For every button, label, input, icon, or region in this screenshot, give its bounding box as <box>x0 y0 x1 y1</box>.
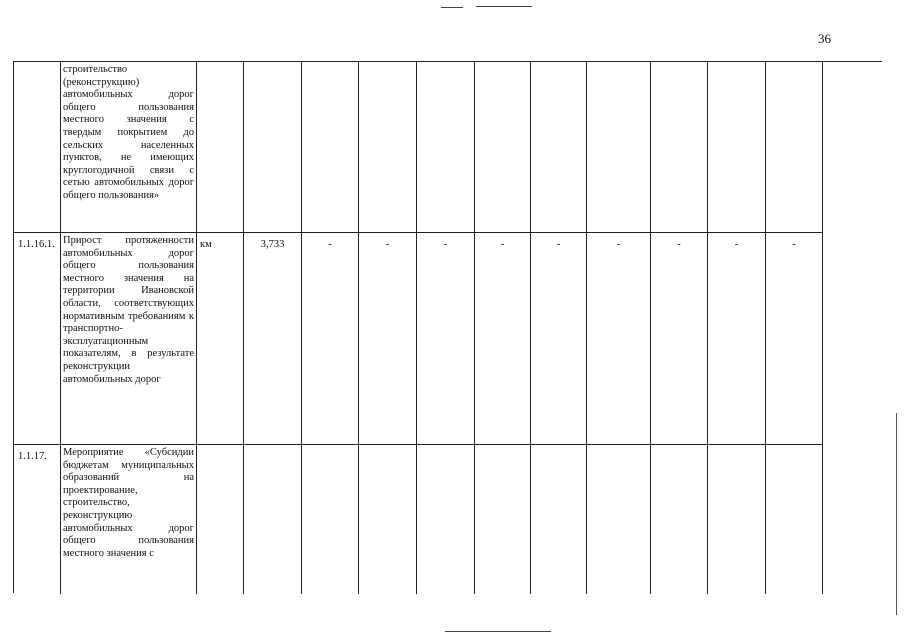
value-cell: - <box>587 233 651 445</box>
value-cell <box>531 62 587 233</box>
value-cell <box>475 445 531 594</box>
row-description-cell: строительство (реконструкцию) автомобильных дорог общего пользования местного значения с твердым покрытием до сельских населенных пунктов, не имеющих круглогодичной связи с сетью автомобильных дорог общего пользования» <box>61 62 197 233</box>
value-cell <box>302 62 359 233</box>
value-cell: - <box>359 233 417 445</box>
value-cell: - <box>417 233 475 445</box>
value-cell <box>587 62 651 233</box>
value-cell <box>708 62 766 233</box>
value-cell <box>587 445 651 594</box>
value-cell <box>302 445 359 594</box>
value-cell: - <box>302 233 359 445</box>
top-scan-mark-long <box>476 6 532 7</box>
value-cell <box>359 445 417 594</box>
value-cell <box>531 445 587 594</box>
value-cell <box>417 62 475 233</box>
top-scan-mark-short <box>441 7 463 8</box>
value-cell <box>766 62 823 233</box>
value-cell: - <box>531 233 587 445</box>
value-cell <box>766 445 823 594</box>
row-unit-cell <box>197 445 244 594</box>
bottom-scan-mark <box>445 631 551 632</box>
value-cell: - <box>475 233 531 445</box>
value-cell <box>244 445 302 594</box>
value-cell <box>708 445 766 594</box>
indicators-table <box>13 61 882 593</box>
value-cell: 3,733 <box>244 233 302 445</box>
page-number: 36 <box>818 31 831 46</box>
row-unit-cell <box>197 62 244 233</box>
value-cell: - <box>651 233 708 445</box>
row-description-cell: Прирост протяженности автомобильных дорог общего пользования местного значения на территории Ивановской области, соответствующих нормативным требованиям к транспортно-эксплуатационным показателям, в результате реконструкции автомобильных дорог <box>61 233 197 445</box>
value-cell <box>244 62 302 233</box>
value-cell <box>475 62 531 233</box>
row-number-cell <box>14 62 61 233</box>
row-number-cell: 1.1.17. <box>14 445 61 594</box>
value-cell <box>359 62 417 233</box>
value-cell: - <box>708 233 766 445</box>
row-unit-cell: км <box>197 233 244 445</box>
row-description-cell: Мероприятие «Субсидии бюджетам муниципальных образований на проектирование, строительство, реконструкцию автомобильных дорог общего пользования местного значения с <box>61 445 197 594</box>
value-cell <box>651 62 708 233</box>
right-margin-scan-line <box>896 413 897 615</box>
value-cell <box>651 445 708 594</box>
row-number-cell: 1.1.16.1. <box>14 233 61 445</box>
value-cell: - <box>766 233 823 445</box>
value-cell <box>417 445 475 594</box>
